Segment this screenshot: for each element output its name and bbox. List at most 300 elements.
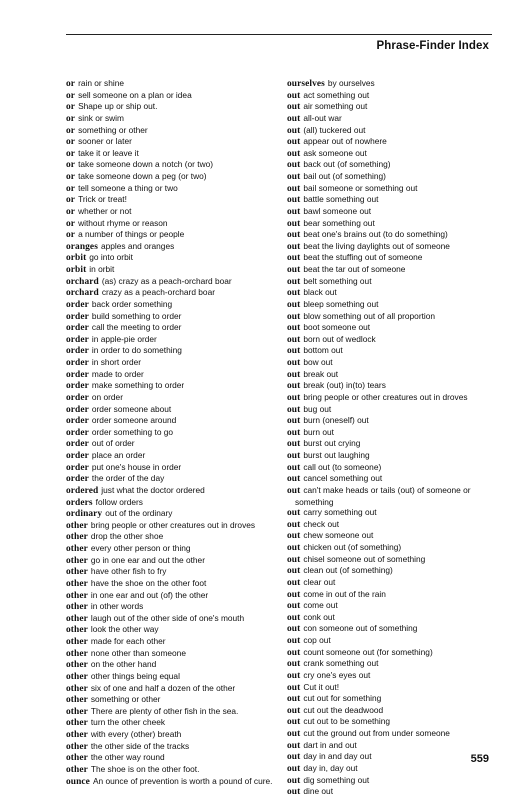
index-entry — [66, 392, 276, 404]
entry-phrase: bail out (of something) — [303, 171, 386, 181]
entry-headword: order — [66, 346, 89, 357]
index-entry — [66, 357, 276, 369]
index-entry — [287, 542, 497, 554]
entry-phrase: (as) crazy as a peach-orchard boar — [101, 275, 232, 286]
entry-phrase: belt something out — [303, 275, 372, 286]
entry-headword: out — [287, 601, 301, 612]
index-entry — [66, 555, 276, 567]
entry-phrase: can't make heads or tails (out) of someone or something — [295, 484, 471, 507]
entry-phrase: bawl someone out — [303, 205, 372, 216]
entry-phrase: drop the other shoe — [90, 531, 164, 542]
index-entry — [287, 322, 497, 334]
entry-headword: order — [66, 311, 89, 322]
entry-phrase: order something to go — [91, 426, 174, 437]
entry-headword: other — [66, 520, 88, 531]
entry-headword: order — [66, 462, 89, 473]
entry-headword: out — [287, 288, 301, 299]
entry-phrase: cut out to be something — [303, 716, 391, 727]
index-entry — [66, 218, 276, 230]
entry-phrase: make something to order — [91, 380, 185, 391]
entry-headword: out — [287, 775, 301, 786]
entry-phrase: look the other way — [90, 624, 159, 635]
entry-phrase: have the shoe on the other foot — [90, 577, 207, 588]
entry-headword: order — [66, 358, 89, 368]
index-entry — [66, 706, 276, 718]
entry-headword: or — [66, 230, 76, 241]
index-entry — [66, 311, 276, 323]
index-entry — [66, 415, 276, 427]
entry-phrase: bear something out — [303, 217, 375, 228]
index-entry — [287, 600, 497, 612]
entry-headword: out — [287, 705, 301, 716]
entry-headword: or — [66, 125, 76, 136]
entry-phrase: burn out — [303, 426, 334, 437]
index-entry — [66, 183, 276, 195]
entry-phrase: put one's house in order — [91, 461, 182, 472]
entry-phrase: apples and oranges — [100, 240, 175, 251]
entry-headword: out — [287, 612, 301, 623]
entry-phrase: call the meeting to order — [91, 322, 182, 333]
entry-phrase: dart in and out — [303, 739, 357, 750]
entry-headword: out — [287, 230, 301, 241]
entry-headword: out — [287, 160, 301, 171]
entry-phrase: day in, day out — [303, 762, 358, 773]
entry-phrase: have other fish to fry — [90, 566, 167, 577]
entry-headword: other — [66, 544, 88, 554]
index-entry — [66, 508, 276, 520]
entry-headword: order — [66, 334, 89, 345]
index-entry — [66, 764, 276, 776]
entry-headword: orchard — [66, 288, 99, 299]
entry-phrase: six of one and half a dozen of the other — [90, 682, 236, 693]
index-entry — [287, 113, 497, 125]
entry-phrase: on order — [91, 391, 123, 402]
index-entry — [66, 404, 276, 416]
entry-headword: orbit — [66, 253, 87, 264]
index-entry — [287, 775, 497, 787]
index-entry — [287, 345, 497, 357]
index-entry — [287, 90, 497, 102]
entry-phrase: go in one ear and out the other — [90, 554, 205, 565]
entry-headword: other — [66, 625, 88, 636]
index-entry — [66, 601, 276, 613]
entry-phrase: in other words — [90, 601, 144, 612]
entry-headword: order — [66, 299, 89, 310]
entry-phrase: count someone out (for something) — [303, 646, 433, 657]
entry-phrase: come in out of the rain — [303, 588, 386, 599]
entry-headword: out — [287, 369, 301, 380]
index-entry — [287, 334, 497, 346]
entry-headword: or — [66, 172, 76, 182]
index-entry — [287, 450, 497, 462]
index-entry — [287, 763, 497, 775]
index-entry — [66, 752, 276, 764]
index-entry — [66, 659, 276, 671]
entry-headword: other — [66, 671, 88, 682]
entry-headword: out — [287, 218, 301, 229]
index-entry — [287, 229, 497, 241]
entry-headword: out — [287, 752, 301, 763]
index-entry — [287, 751, 497, 763]
index-entry — [287, 136, 497, 148]
entry-phrase: beat the living daylights out of someone — [303, 240, 450, 251]
entry-headword: out — [287, 451, 301, 461]
entry-phrase: with every (other) breath — [90, 729, 182, 739]
entry-phrase: cry one's eyes out — [303, 669, 371, 680]
index-entry — [66, 473, 276, 485]
entry-headword: out — [287, 577, 301, 588]
entry-phrase: An ounce of prevention is worth a pound of cure. — [92, 775, 273, 786]
index-entry — [66, 252, 276, 264]
entry-phrase: cut out the deadwood — [303, 704, 384, 715]
index-entry — [66, 264, 276, 276]
entry-headword: out — [287, 253, 301, 264]
entry-headword: out — [287, 427, 301, 438]
index-entry — [66, 241, 276, 253]
entry-headword: order — [66, 416, 89, 427]
entry-headword: out — [287, 485, 301, 496]
entry-headword: out — [287, 346, 301, 357]
entry-headword: out — [287, 148, 301, 159]
index-entry — [66, 624, 276, 636]
entry-headword: oranges — [66, 241, 98, 252]
entry-phrase: take someone down a peg (or two) — [78, 171, 207, 181]
entry-phrase: every other person or thing — [90, 543, 191, 553]
entry-headword: out — [287, 729, 301, 739]
entry-headword: other — [66, 753, 88, 764]
index-entry — [66, 136, 276, 148]
entry-phrase: in short order — [91, 357, 142, 367]
entry-headword: out — [287, 416, 301, 427]
page-number: 559 — [470, 753, 489, 765]
index-entry — [66, 299, 276, 311]
entry-phrase: all-out war — [303, 112, 342, 123]
index-entry — [287, 577, 497, 589]
entry-phrase: none other than someone — [90, 647, 186, 658]
entry-phrase: whether or not — [78, 205, 132, 216]
index-entry — [66, 159, 276, 171]
index-entry — [287, 380, 497, 392]
index-entry — [287, 78, 497, 90]
entry-headword: or — [66, 183, 76, 194]
entry-phrase: order someone about — [91, 403, 172, 414]
entry-phrase: boot someone out — [303, 322, 371, 333]
entry-headword: out — [287, 589, 301, 600]
index-entry — [287, 357, 497, 369]
entry-headword: out — [287, 299, 301, 310]
entry-headword: out — [287, 508, 301, 519]
entry-phrase: in one ear and out (of) the other — [90, 589, 209, 600]
index-entry — [287, 693, 497, 705]
entry-phrase: ask someone out — [303, 147, 367, 158]
entry-headword: or — [66, 218, 76, 229]
entry-phrase: in orbit — [89, 264, 115, 274]
entry-headword: or — [66, 79, 76, 89]
entry-phrase: made for each other — [90, 636, 166, 646]
entry-phrase: the other way round — [90, 752, 165, 763]
entry-phrase: call out (to someone) — [303, 461, 382, 472]
index-entry — [287, 728, 497, 740]
index-entry — [66, 531, 276, 543]
entry-headword: orders — [66, 497, 93, 508]
index-entry — [287, 252, 497, 264]
entry-phrase: in apple-pie order — [91, 333, 157, 344]
entry-phrase: day in and day out — [303, 751, 372, 762]
entry-headword: out — [287, 183, 301, 194]
index-entry — [287, 148, 497, 160]
entry-headword: out — [287, 636, 301, 646]
entry-headword: out — [287, 311, 301, 322]
entry-headword: out — [287, 462, 301, 473]
entry-headword: out — [287, 334, 301, 345]
entry-headword: other — [66, 730, 88, 740]
entry-headword: or — [66, 206, 76, 217]
index-entry — [66, 380, 276, 392]
entry-headword: out — [287, 265, 301, 275]
entry-phrase: crazy as a peach-orchard boar — [101, 287, 215, 298]
entry-headword: out — [287, 102, 301, 113]
entry-headword: out — [287, 531, 301, 542]
entry-phrase: bail someone or something out — [303, 182, 418, 193]
index-entry — [66, 125, 276, 137]
entry-phrase: check out — [303, 518, 340, 529]
entry-phrase: back order something — [91, 298, 173, 309]
entry-phrase: other things being equal — [90, 670, 180, 681]
index-entry — [66, 578, 276, 590]
entry-phrase: The shoe is on the other foot. — [90, 763, 200, 774]
index-entry — [66, 671, 276, 683]
index-entry — [287, 415, 497, 427]
entry-phrase: cop out — [303, 635, 331, 645]
entry-phrase: air something out — [303, 101, 368, 112]
entry-headword: order — [66, 439, 89, 450]
entry-headword: other — [66, 602, 88, 613]
entry-phrase: cut out for something — [303, 693, 382, 704]
entry-headword: out — [287, 474, 301, 485]
index-entry — [287, 311, 497, 323]
index-entry — [66, 287, 276, 299]
entry-headword: out — [287, 90, 301, 101]
entry-phrase: turn the other cheek — [90, 717, 166, 728]
index-entry — [287, 670, 497, 682]
entry-headword: out — [287, 381, 301, 392]
index-entry — [287, 299, 497, 311]
index-entry — [287, 786, 497, 798]
entry-phrase: (all) tuckered out — [303, 124, 366, 135]
entry-phrase: beat the tar out of someone — [303, 264, 406, 274]
entry-headword: other — [66, 764, 88, 775]
entry-phrase: made to order — [91, 368, 144, 379]
index-entry — [66, 113, 276, 125]
entry-phrase: blow something out of all proportion — [303, 310, 436, 321]
entry-headword: out — [287, 113, 301, 124]
entry-headword: other — [66, 567, 88, 578]
index-entry — [287, 264, 497, 276]
entry-phrase: bottom out — [303, 345, 343, 356]
index-entry — [287, 530, 497, 542]
entry-headword: order — [66, 369, 89, 380]
entry-phrase: black out — [303, 287, 337, 298]
entry-headword: other — [66, 613, 88, 624]
index-entry — [287, 241, 497, 253]
entry-phrase: go into orbit — [89, 252, 133, 263]
entry-headword: out — [287, 137, 301, 148]
entry-phrase: bow out — [303, 357, 333, 367]
entry-phrase: conk out — [303, 611, 335, 622]
index-entry — [287, 194, 497, 206]
index-entry — [287, 682, 497, 694]
entry-phrase: laugh out of the other side of one's mouth — [90, 612, 245, 623]
entry-headword: other — [66, 718, 88, 729]
entry-headword: or — [66, 113, 76, 124]
index-entry — [287, 369, 497, 381]
entry-headword: out — [287, 358, 301, 368]
entry-phrase: bring people or other creatures out in droves — [303, 391, 468, 402]
index-entry — [66, 229, 276, 241]
index-entry — [66, 462, 276, 474]
entry-phrase: burst out laughing — [303, 450, 370, 460]
index-entry — [287, 623, 497, 635]
index-entry — [66, 590, 276, 602]
index-entry — [287, 183, 497, 195]
entry-phrase: beat the stuffing out of someone — [303, 252, 423, 263]
entry-phrase: break out — [303, 368, 339, 379]
index-entry — [66, 101, 276, 113]
entry-phrase: Cut it out! — [303, 681, 340, 692]
entry-phrase: on the other hand — [90, 659, 157, 670]
index-entry — [287, 612, 497, 624]
index-entry — [66, 345, 276, 357]
entry-phrase: break (out) in(to) tears — [303, 380, 386, 391]
entry-headword: out — [287, 392, 301, 403]
entry-phrase: something or other — [90, 694, 161, 705]
index-entry — [66, 717, 276, 729]
index-entry — [66, 694, 276, 706]
entry-phrase: carry something out — [303, 507, 377, 518]
entry-phrase: something or other — [78, 124, 148, 135]
entry-headword: or — [66, 102, 76, 113]
entry-headword: out — [287, 682, 301, 693]
index-entry — [66, 648, 276, 660]
entry-headword: out — [287, 125, 301, 136]
entry-headword: order — [66, 381, 89, 392]
entry-headword: out — [287, 694, 301, 705]
entry-headword: other — [66, 532, 88, 543]
entry-phrase: appear out of nowhere — [303, 136, 387, 147]
index-entry — [287, 554, 497, 566]
entry-phrase: born out of wedlock — [303, 333, 376, 344]
index-entry — [66, 171, 276, 183]
entry-phrase: back out (of something) — [303, 159, 391, 170]
entry-phrase: burst out crying — [303, 438, 361, 449]
entry-headword: or — [66, 137, 76, 148]
entry-headword: or — [66, 195, 76, 206]
index-entry — [66, 450, 276, 462]
right-column — [287, 78, 497, 798]
entry-phrase: sink or swim — [78, 112, 124, 123]
entry-headword: other — [66, 648, 88, 659]
index-entry — [287, 705, 497, 717]
index-entry — [287, 485, 497, 507]
entry-phrase: just what the doctor ordered — [101, 484, 205, 495]
entry-headword: out — [287, 670, 301, 681]
entry-headword: out — [287, 647, 301, 658]
entry-phrase: Shape up or ship out. — [78, 101, 158, 112]
entry-phrase: act something out — [303, 89, 370, 100]
entry-phrase: Trick or treat! — [78, 194, 127, 205]
entry-phrase: build something to order — [91, 310, 182, 321]
entry-headword: other — [66, 637, 88, 647]
index-entry — [287, 438, 497, 450]
entry-phrase: the other side of the tracks — [90, 740, 190, 751]
entry-headword: ourselves — [287, 79, 325, 89]
entry-phrase: come out — [303, 600, 338, 611]
entry-phrase: burn (oneself) out — [303, 415, 369, 426]
index-entry — [66, 497, 276, 509]
entry-phrase: con someone out of something — [303, 623, 418, 634]
entry-phrase: out of the ordinary — [105, 508, 173, 519]
entry-headword: other — [66, 660, 88, 671]
index-entry — [287, 635, 497, 647]
entry-phrase: cancel something out — [303, 473, 383, 484]
index-entry — [66, 485, 276, 497]
index-entry — [287, 404, 497, 416]
entry-headword: out — [287, 543, 301, 553]
entry-headword: or — [66, 160, 76, 171]
entry-phrase: bleep something out — [303, 298, 379, 309]
index-entry — [66, 206, 276, 218]
entry-phrase: follow orders — [95, 496, 143, 507]
entry-phrase: a number of things or people — [78, 229, 185, 240]
index-entry — [287, 507, 497, 519]
entry-headword: ordered — [66, 485, 99, 496]
entry-headword: other — [66, 578, 88, 589]
entry-phrase: cut the ground out from under someone — [303, 728, 450, 738]
entry-phrase: There are plenty of other fish in the sea. — [90, 705, 239, 716]
entry-phrase: sell someone on a plan or idea — [78, 89, 192, 100]
entry-phrase: out of order — [91, 438, 135, 449]
entry-phrase: by ourselves — [327, 78, 375, 88]
entry-phrase: rain or shine — [78, 78, 124, 88]
entry-headword: out — [287, 404, 301, 415]
entry-headword: orbit — [66, 265, 87, 275]
entry-headword: other — [66, 683, 88, 694]
entry-headword: out — [287, 241, 301, 252]
index-entry — [287, 276, 497, 288]
index-entry — [287, 218, 497, 230]
index-entry — [66, 636, 276, 648]
entry-headword: out — [287, 763, 301, 774]
entry-headword: orchard — [66, 276, 99, 287]
index-entry — [287, 740, 497, 752]
entry-headword: ordinary — [66, 509, 103, 520]
index-entry — [66, 729, 276, 741]
index-entry — [287, 101, 497, 113]
index-entry — [287, 647, 497, 659]
header-rule — [66, 34, 492, 35]
entry-phrase: beat one's brains out (to do something) — [303, 229, 448, 240]
entry-phrase: sooner or later — [78, 136, 132, 147]
left-column — [66, 78, 276, 787]
entry-phrase: the order of the day — [91, 473, 165, 484]
entry-headword: ounce — [66, 776, 90, 787]
index-entry — [66, 322, 276, 334]
entry-phrase: bring people or other creatures out in droves — [90, 519, 256, 530]
entry-phrase: take it or leave it — [78, 147, 139, 158]
entry-headword: out — [287, 717, 301, 728]
entry-headword: order — [66, 404, 89, 415]
index-entry — [66, 438, 276, 450]
